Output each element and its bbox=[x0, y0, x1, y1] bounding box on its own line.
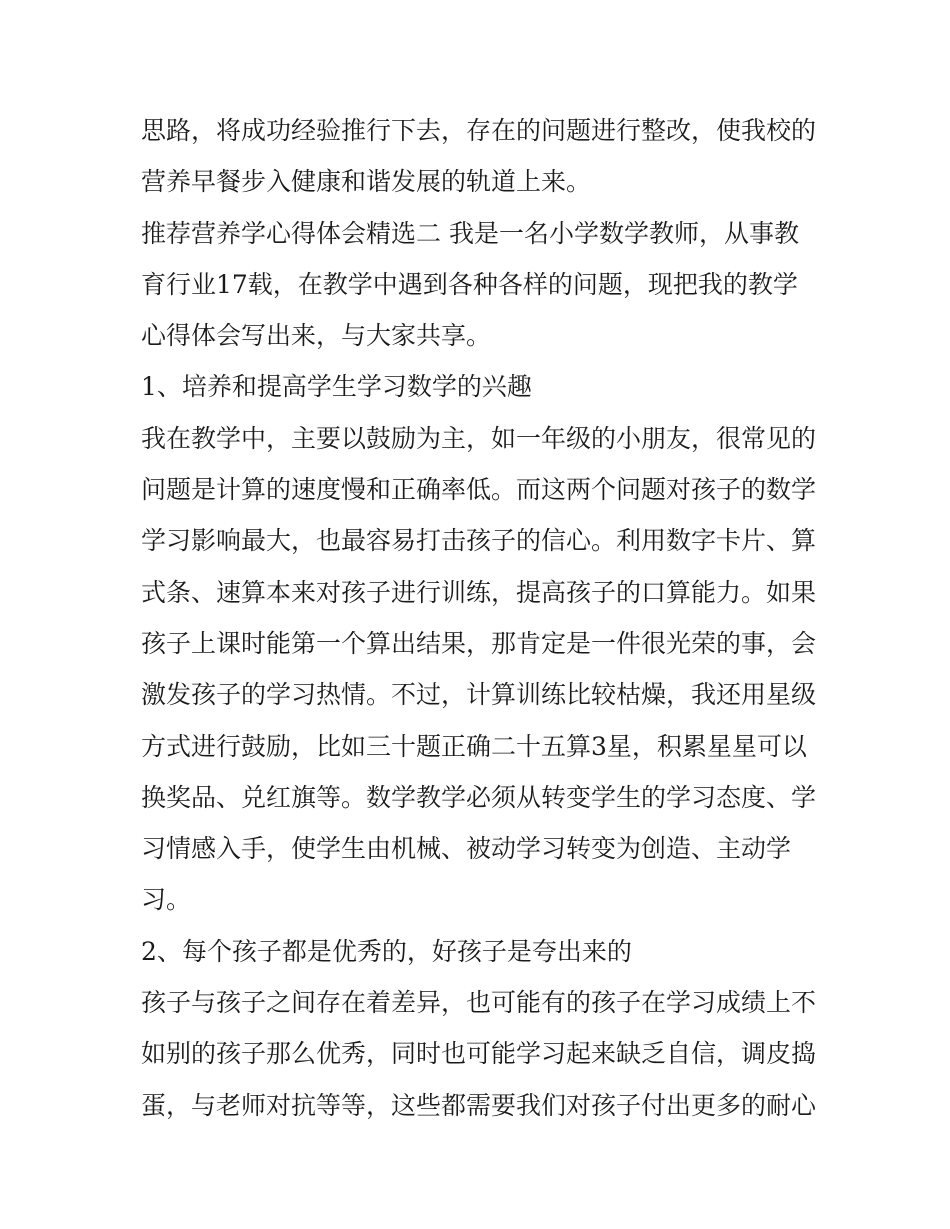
text-line: 换奖品、兑红旗等。数学教学必须从转变学生的学习态度、学 bbox=[141, 782, 817, 812]
text-line: 如别的孩子那么优秀，同时也可能学习起来缺乏自信，调皮捣 bbox=[141, 1039, 817, 1069]
text-line: 激发孩子的学习热情。不过，计算训练比较枯燥，我还用星级 bbox=[141, 680, 817, 710]
text-line: 孩子与孩子之间存在着差异，也可能有的孩子在学习成绩上不 bbox=[141, 988, 817, 1018]
text-line: 孩子上课时能第一个算出结果，那肯定是一件很光荣的事，会 bbox=[141, 628, 817, 658]
text-line: 方式进行鼓励，比如三十题正确二十五算3星，积累星星可以 bbox=[141, 731, 807, 761]
section-heading: 1、培养和提高学生学习数学的兴趣 bbox=[141, 372, 532, 402]
text-line: 推荐营养学心得体会精选二 我是一名小学数学教师，从事教 bbox=[141, 218, 799, 248]
text-line: 育行业17载，在教学中遇到各种各样的问题，现把我的教学 bbox=[141, 269, 798, 299]
text-line: 式条、速算本来对孩子进行训练，提高孩子的口算能力。如果 bbox=[141, 577, 817, 607]
text-line: 蛋，与老师对抗等等，这些都需要我们对孩子付出更多的耐心 bbox=[141, 1090, 817, 1120]
text-line: 思路，将成功经验推行下去，存在的问题进行整改，使我校的 bbox=[141, 116, 817, 145]
document-body bbox=[141, 105, 821, 1131]
text-line: 学习影响最大，也最容易打击孩子的信心。利用数字卡片、算 bbox=[141, 526, 817, 556]
text-line: 我在教学中，主要以鼓励为主，如一年级的小朋友，很常见的 bbox=[141, 423, 817, 453]
section-heading: 2、每个孩子都是优秀的，好孩子是夸出来的 bbox=[141, 936, 632, 966]
text-line: 问题是计算的速度慢和正确率低。而这两个问题对孩子的数学 bbox=[141, 475, 817, 505]
text-line: 心得体会写出来，与大家共享。 bbox=[141, 321, 492, 351]
text-line: 营养早餐步入健康和谐发展的轨道上来。 bbox=[141, 167, 592, 197]
text-line: 习情感入手，使学生由机械、被动学习转变为创造、主动学 bbox=[141, 834, 792, 864]
text-line: 习。 bbox=[141, 885, 192, 915]
